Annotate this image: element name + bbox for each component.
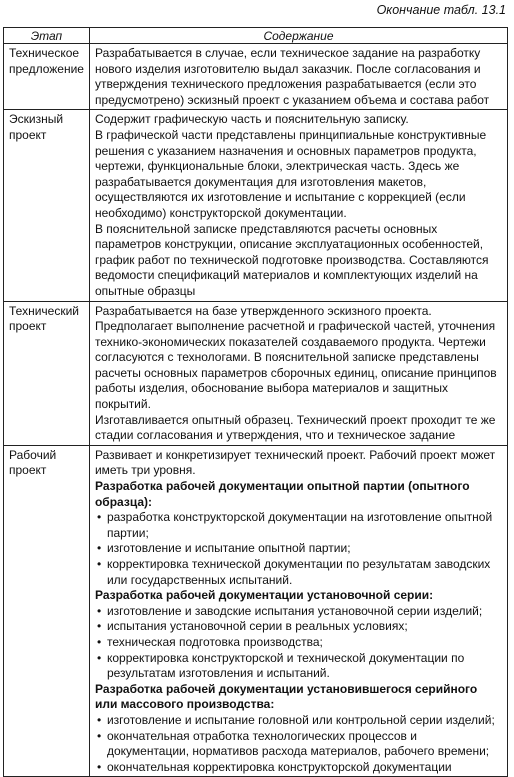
list-item: • корректировка технической документации по результатам заводских или государственных испытаний. <box>95 557 502 588</box>
content-paragraph: Развивает и конкретизирует технический проект. Рабочий проект может иметь три уровня. <box>94 447 496 478</box>
section-title: Разработка рабочей документации установившегося серийного или массового производства: <box>94 681 478 712</box>
bullet-list <box>95 713 502 775</box>
list-item: • изготовление и заводские испытания установочной серии изделий; <box>95 604 502 620</box>
list-item: • корректировка конструкторской и технической документации по результатам изготовления и испытаний. <box>95 651 502 682</box>
table-row <box>4 44 508 110</box>
bullet-list <box>95 510 502 588</box>
column-header-stage: Этап <box>4 28 90 44</box>
content-cell <box>89 44 507 110</box>
content-paragraph: В графической части представлены принципиальные конструктивные решения с указанием назначения и основных параметров продукта, чертежи, функциональные блоки, электрическая часть. Здесь же разрабатывается документация для изготовления макетов, осуществляются их изготовление и испытание с коррекцией (если необходимо) конструкторской документации. <box>94 127 487 220</box>
column-header-content: Содержание <box>89 28 507 44</box>
stage-cell: Техническое предложение <box>4 44 90 110</box>
content-cell <box>89 301 507 445</box>
table-row <box>4 110 508 301</box>
table-caption: Окончание табл. 13.1 <box>376 3 506 17</box>
content-paragraph: В пояснительной записке представляются расчеты основных параметров конструкции, описание эксплуатационных особенностей, график работ по технической подготовке производства. Составляются ведомости спецификаций материалов и комплектующих изделий на опытные образцы <box>94 221 489 298</box>
stage-cell: Рабочий проект <box>4 445 90 776</box>
content-paragraph: Изготавливается опытный образец. Технический проект проходит те же стадии согласования и утверждения, что и техническое задание <box>94 412 496 443</box>
stages-table <box>3 27 508 777</box>
bullet-list <box>95 604 502 682</box>
section-title: Разработка рабочей документации опытной партии (опытного образца): <box>94 479 470 509</box>
list-item: • изготовление и испытание головной или контрольной серии изделий; <box>95 713 502 729</box>
content-paragraph: Содержит графическую часть и пояснительную записку. <box>94 112 409 127</box>
content-cell <box>89 110 507 301</box>
list-item: • техническая подготовка производства; <box>95 635 502 651</box>
list-item: • испытания установочной серии в реальных условиях; <box>95 619 502 635</box>
list-item: • окончательная корректировка конструкторской документации <box>95 760 502 776</box>
section-title: Разработка рабочей документации установочной серии: <box>94 588 434 603</box>
list-item: • окончательная отработка технологических процессов и документации, нормативов расхода материалов, рабочего времени; <box>95 729 502 760</box>
content-paragraph: Разрабатывается на базе утвержденного эскизного проекта. Предполагает выполнение расчетной и графической частей, уточнения технико-экономических показателей создаваемого продукта. Чертежи согласуются с технологами. В пояснительной записке представлены расчеты основных параметров сборочных единиц, описание принципов работы изделия, обоснование выбора материалов и защитных покрытий. <box>94 303 497 412</box>
content-paragraph: Разрабатывается в случае, если техническое задание на разработку нового изделия изготовителю выдал заказчик. После согласования и утверждения технического предложения разрабатывается (если это предусмотрено) эскизный проект с указанием объема и состава работ <box>94 46 490 107</box>
stage-cell: Эскизный проект <box>4 110 90 301</box>
list-item: • изготовление и испытание опытной партии; <box>95 541 502 557</box>
content-cell <box>89 445 507 776</box>
table-header-row <box>4 28 508 44</box>
table-row <box>4 445 508 776</box>
stage-cell: Технический проект <box>4 301 90 445</box>
list-item: • разработка конструкторской документации на изготовление опытной партии; <box>95 510 502 541</box>
table-row <box>4 301 508 445</box>
